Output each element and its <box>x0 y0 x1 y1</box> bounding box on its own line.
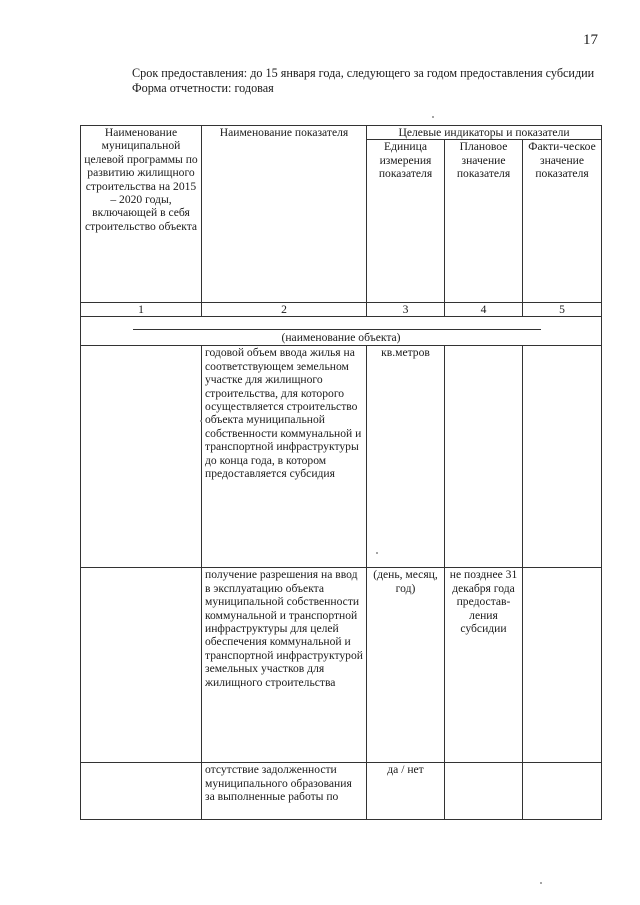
indicator-cell: получение разрешения на ввод в эксплуатацию объекта муниципальной собственности коммунальной и транспортной инфраструктуры для целей обеспечения коммунальной и транспортной инфраструктурой земельных участков для жилищного строительства <box>202 568 367 763</box>
program-cell <box>81 763 202 820</box>
header-indicator-name: Наименование показателя <box>202 126 367 303</box>
planned-cell <box>445 346 523 568</box>
actual-cell <box>523 763 602 820</box>
object-name-label: (наименование объекта) <box>281 331 401 345</box>
table-row <box>81 346 602 568</box>
column-number: 4 <box>445 303 523 317</box>
indicator-cell: годовой объем ввода жилья на соответствующем земельном участке для жилищного строительства, для которого осуществляется строительство объекта муниципальной собственности коммунальной и транспортной инфраструктуры до конца года, в котором предоставляется субсидия <box>202 346 367 568</box>
header-actual-value: Факти-ческое значение показателя <box>523 140 602 303</box>
header-program-name: Наименование муниципальной целевой программы по развитию жилищного строительства на 2015 – 2020 годы, включающей в себя строительство объекта <box>81 126 202 303</box>
column-number: 5 <box>523 303 602 317</box>
scan-speck <box>376 552 378 554</box>
indicator-cell: отсутствие задолженности муниципального образования за выполненные работы по <box>202 763 367 820</box>
header-target-indicators: Целевые индикаторы и показатели <box>367 126 602 140</box>
unit-cell: да / нет <box>367 763 445 820</box>
column-number: 3 <box>367 303 445 317</box>
scan-speck <box>200 420 202 422</box>
header-planned-value: Плановое значение показателя <box>445 140 523 303</box>
report-form: Форма отчетности: годовая <box>132 81 274 95</box>
object-name-row <box>81 317 602 346</box>
actual-cell <box>523 346 602 568</box>
header-unit: Единица измерения показателя <box>367 140 445 303</box>
intro-block <box>88 66 600 96</box>
page-number: 17 <box>583 32 598 48</box>
scan-speck <box>432 116 434 118</box>
unit-cell: (день, месяц, год) <box>367 568 445 763</box>
submission-deadline: Срок предоставления: до 15 января года, следующего за годом предоставления субсидии <box>132 66 595 80</box>
unit-cell: кв.метров <box>367 346 445 568</box>
program-cell <box>81 568 202 763</box>
actual-cell <box>523 568 602 763</box>
column-number: 1 <box>81 303 202 317</box>
column-numbers-row <box>81 303 602 317</box>
object-name-blank-line <box>133 329 541 330</box>
table-row <box>81 763 602 820</box>
table-header-row <box>81 126 602 140</box>
planned-cell <box>445 763 523 820</box>
scan-speck <box>540 882 542 884</box>
indicators-table <box>80 125 602 820</box>
object-name-cell <box>81 317 602 346</box>
planned-cell: не позднее 31 декабря года предостав-ления субсидии <box>445 568 523 763</box>
column-number: 2 <box>202 303 367 317</box>
program-cell <box>81 346 202 568</box>
table-row <box>81 568 602 763</box>
